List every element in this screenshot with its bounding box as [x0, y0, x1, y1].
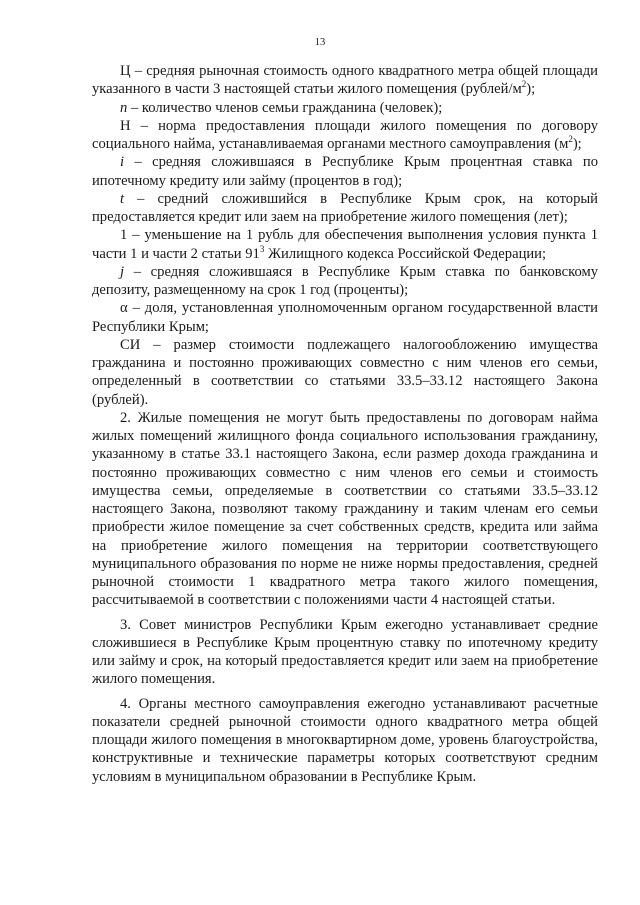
definition-symbol: α — [120, 300, 128, 317]
definition-text: – норма предоставления площади жилого помещения по договору социального найма, устанавливаемая органами местного самоуправления (м — [92, 117, 598, 152]
paragraph-3: 3. Совет министров Республики Крым ежегодно устанавливает средние сложившиеся в Республике Крым процентную ставку по ипотечному кредиту или займу и срок, на который предоставляется кредит или заем на приобретение жилого помещения. — [92, 616, 598, 688]
definition-item — [92, 336, 598, 409]
definition-item — [92, 153, 598, 190]
definition-item — [92, 299, 598, 336]
superscript: 3 — [259, 243, 265, 254]
definition-symbol: n — [120, 99, 128, 116]
definition-text: – количество членов семьи гражданина (человек); — [127, 99, 443, 116]
superscript: 2 — [568, 134, 573, 145]
superscript: 2 — [521, 79, 527, 90]
definition-text: – доля, установленная уполномоченным органом государственной власти Республики Крым; — [92, 300, 598, 335]
definition-item — [92, 263, 598, 300]
definitions-list — [92, 62, 598, 409]
document-body — [92, 62, 598, 786]
definition-symbol: СИ — [120, 336, 141, 353]
paragraph-4: 4. Органы местного самоуправления ежегодно устанавливают расчетные показатели средней рыночной стоимости одного квадратного метра общей площади жилого помещения в многоквартирном доме, уровень благоустройства, конструктивные и технические параметры которых соответствуют средним условиям в муниципальном образовании в Республике Крым. — [92, 695, 598, 785]
definition-symbol: 1 — [120, 227, 128, 244]
definition-item — [92, 117, 598, 154]
definition-item — [92, 99, 598, 117]
definition-item — [92, 62, 598, 99]
definition-symbol: i — [120, 154, 125, 171]
definition-symbol: Н — [120, 117, 131, 134]
definition-text: – средняя сложившаяся в Республике Крым процентная ставка по ипотечному кредиту или займу (процентов в год); — [92, 154, 598, 189]
paragraph-2: 2. Жилые помещения не могут быть предоставлены по договорам найма жилых помещений жилищного фонда социального использования гражданину, указанному в статье 33.1 настоящего Закона, если размер дохода гражданина и постоянно проживающих совместно с ним членов его семьи и стоимость имущества семьи, определяемые в соответствии со статьями 33.5–33.12 настоящего Закона, позволяют такому гражданину и таким членам его семьи приобрести жилое помещение за счет собственных средств, кредита или займа на приобретение жилого помещения на территории соответствующего муниципального образования по норме не ниже нормы предоставления, средней рыночной стоимости 1 квадратного метра такого жилого помещения, рассчитываемой в соответствии с положениями части 4 настоящей статьи. — [92, 409, 598, 609]
definition-text: – уменьшение на 1 рубль для обеспечения выполнения условия пункта 1 части 1 и части 2 статьи 91 — [92, 227, 598, 262]
definition-symbol: j — [120, 263, 125, 280]
definition-text-tail: Жилищного кодекса Российской Федерации; — [264, 245, 547, 262]
definition-symbol: Ц — [120, 63, 131, 79]
definition-text: – средний сложившийся в Республике Крым срок, на который предоставляется кредит или заем на приобретение жилого помещения (лет); — [92, 190, 598, 225]
definition-text: – средняя рыночная стоимость одного квадратного метра общей площади указанного в части 3 настоящей статьи жилого помещения (рублей/м — [92, 63, 598, 98]
definition-item — [92, 190, 598, 227]
definition-text: – размер стоимости подлежащего налогообложению имущества гражданина и постоянно проживающих совместно с ним членов его семьи, определенный в соответствии со статьями 33.5–33.12 настоящего Закона (рублей). — [92, 336, 598, 408]
definition-text-tail: ); — [572, 136, 582, 152]
definition-item — [92, 226, 598, 263]
page-number: 13 — [314, 37, 326, 48]
definition-text-tail: ); — [526, 81, 536, 98]
definition-text: – средняя сложившаяся в Республике Крым ставка по банковскому депозиту, размещенному на срок 1 год (проценты); — [92, 263, 598, 298]
definition-symbol: t — [120, 190, 125, 207]
